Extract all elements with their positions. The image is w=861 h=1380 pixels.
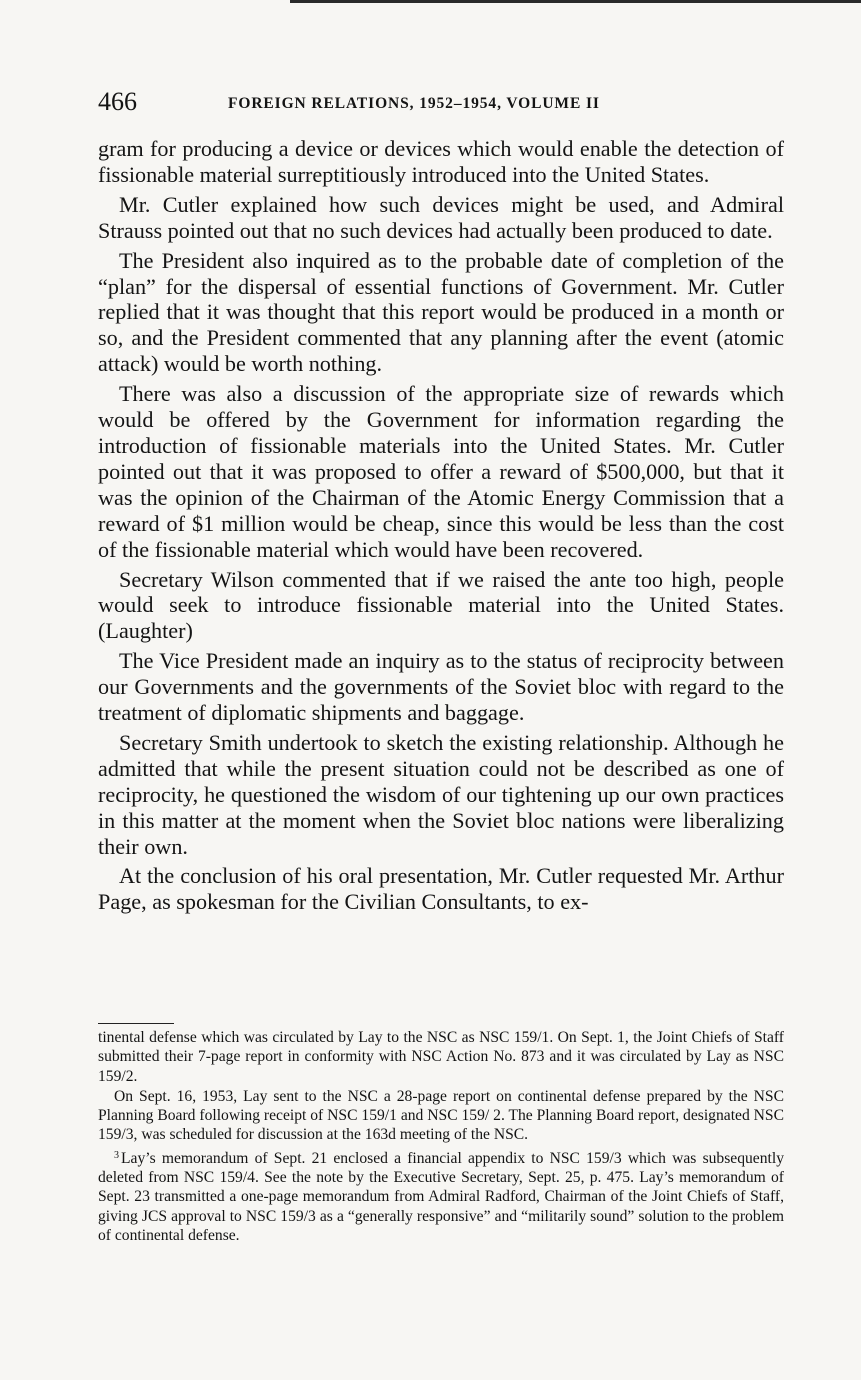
paragraph-continued: gram for producing a device or devices which would enable the detection of fissionable material surreptitiously introduced into the United States. — [98, 136, 784, 187]
footnote-paragraph: On Sept. 16, 1953, Lay sent to the NSC a 28-page report on continental defense prepared by the NSC Planning Board following receipt of NSC 159/1 and NSC 159/ 2. The Planning Board report, designated NSC 159/3, was scheduled for discussion at the 163d meeting of the NSC. — [98, 1087, 784, 1144]
paragraph: The Vice President made an inquiry as to the status of reciprocity between our Governments and the governments of the Soviet bloc with regard to the treatment of diplomatic shipments and baggage. — [98, 648, 784, 726]
paragraph: The President also inquired as to the probable date of completion of the “plan” for the dispersal of essential functions of Government. Mr. Cutler replied that it was thought that this report would be produced in a month or so, and the President commented that any planning after the event (atomic attack) would be worth nothing. — [98, 247, 784, 377]
running-head: FOREIGN RELATIONS, 1952–1954, VOLUME II — [228, 95, 600, 112]
page-number: 466 — [98, 87, 137, 116]
footnote-continued: tinental defense which was circulated by Lay to the NSC as NSC 159/1. On Sept. 1, the Joint Chiefs of Staff submitted their 7-page report in conformity with NSC Action No. 873 and it was circulated by Lay as NSC 159/2. — [98, 1029, 784, 1085]
page-header — [98, 86, 788, 118]
footnote-separator — [98, 1023, 174, 1024]
main-text — [98, 136, 784, 919]
paragraph: At the conclusion of his oral presentation, Mr. Cutler requested Mr. Arthur Page, as spokesman for the Civilian Consultants, to ex- — [98, 863, 784, 915]
footnotes — [98, 1028, 784, 1246]
footnote-marker: 3 — [114, 1149, 119, 1161]
paragraph: Mr. Cutler explained how such devices might be used, and Admiral Strauss pointed out that no such devices had actually been produced to date. — [98, 191, 784, 243]
paragraph: There was also a discussion of the appropriate size of rewards which would be offered by the Government for information regarding the introduction of fissionable materials into the United States. Mr. Cutler pointed out that it was proposed to offer a reward of $500,000, but that it was the opinion of the Chairman of the Atomic Energy Commission that a reward of $1 million would be cheap, since this would be less than the cost of the fissionable material which would have been recovered. — [98, 381, 784, 562]
paragraph: Secretary Smith undertook to sketch the existing relationship. Although he admitted that while the present situation could not be described as one of reciprocity, he questioned the wisdom of our tightening up our own practices in this matter at the moment when the Soviet bloc nations were liberalizing their own. — [98, 729, 784, 859]
footnote-3-text: Lay’s memorandum of Sept. 21 enclosed a financial appendix to NSC 159/3 which was subsequently deleted from NSC 159/4. See the note by the Executive Secretary, Sept. 25, p. 475. Lay’s memorandum of Sept. 23 transmitted a one-page memorandum from Admiral Radford, Chairman of the Joint Chiefs of Staff, giving JCS approval to NSC 159/3 as a “generally responsive” and “militarily sound” solution to the problem of continental defense. — [98, 1149, 784, 1244]
top-edge-rule — [290, 0, 861, 3]
footnote-3 — [98, 1146, 784, 1245]
paragraph: Secretary Wilson commented that if we raised the ante too high, people would seek to introduce fissionable material into the United States. (Laughter) — [98, 566, 784, 644]
